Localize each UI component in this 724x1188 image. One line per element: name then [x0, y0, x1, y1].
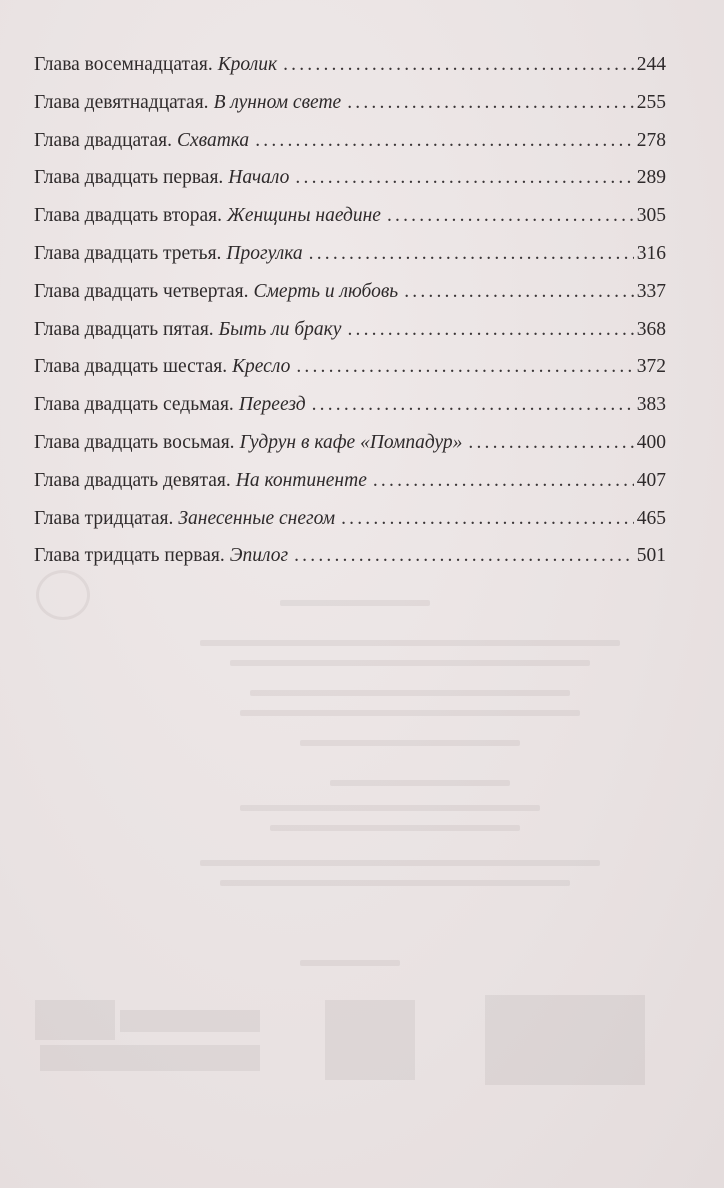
- chapter-title: Прогулка: [226, 242, 303, 264]
- toc-entry: [34, 500, 666, 538]
- dot-leader: [295, 159, 633, 197]
- page-number: 465: [636, 507, 666, 529]
- chapter-label: Глава тридцатая.: [34, 507, 174, 529]
- chapter-title: В лунном свете: [213, 91, 342, 113]
- toc-entry: [34, 273, 666, 311]
- page-number: 368: [636, 318, 666, 340]
- chapter-title: Переезд: [238, 394, 306, 416]
- chapter-title: Женщины наедине: [226, 205, 381, 227]
- dot-leader: [347, 311, 633, 349]
- chapter-label: Глава восемнадцатая.: [34, 54, 213, 75]
- dot-leader: [404, 273, 634, 311]
- toc-entry: [34, 122, 666, 160]
- page-number: 305: [636, 205, 666, 227]
- chapter-label: Глава двадцать вторая.: [34, 205, 222, 227]
- chapter-title: Занесенные снегом: [178, 507, 336, 529]
- toc-entry: [34, 197, 666, 235]
- chapter-title: На континенте: [235, 469, 367, 491]
- dot-leader: [255, 122, 634, 160]
- dot-leader: [387, 197, 634, 235]
- dot-leader: [373, 462, 634, 500]
- chapter-title: Смерть и любовь: [253, 280, 399, 302]
- chapter-title: Эпилог: [229, 545, 289, 567]
- chapter-label: Глава двадцать девятая.: [34, 469, 231, 491]
- page-number: 289: [636, 167, 666, 189]
- chapter-label: Глава двадцать четвертая.: [34, 280, 249, 302]
- dot-leader: [296, 348, 633, 386]
- toc-entry: [34, 46, 666, 84]
- toc-entry: [34, 84, 666, 122]
- chapter-title: Схватка: [176, 129, 250, 151]
- dot-leader: [294, 537, 634, 575]
- chapter-label: Глава тридцать первая.: [34, 545, 225, 567]
- chapter-label: Глава двадцать седьмая.: [34, 394, 234, 416]
- toc-entry: [34, 386, 666, 424]
- dot-leader: [309, 235, 634, 273]
- page-number: 255: [636, 91, 666, 113]
- page-number: 244: [636, 54, 666, 75]
- dot-leader: [341, 500, 634, 538]
- chapter-label: Глава двадцать третья.: [34, 242, 222, 264]
- chapter-label: Глава двадцатая.: [34, 129, 172, 151]
- dot-leader: [312, 386, 634, 424]
- page-number: 407: [636, 469, 666, 491]
- toc-entry: [34, 311, 666, 349]
- page-number: 278: [636, 129, 666, 151]
- toc-entry: [34, 348, 666, 386]
- chapter-label: Глава двадцать первая.: [34, 167, 224, 189]
- toc-entry: [34, 537, 666, 575]
- chapter-title: Начало: [228, 167, 290, 189]
- chapter-title: Кресло: [232, 356, 291, 378]
- page-number: 383: [636, 394, 666, 416]
- chapter-title: Быть ли браку: [218, 318, 342, 340]
- toc-entry: [34, 424, 666, 462]
- toc-entry: [34, 462, 666, 500]
- chapter-label: Глава двадцать шестая.: [34, 356, 228, 378]
- page-number: 400: [636, 431, 666, 453]
- dot-leader: [283, 46, 634, 84]
- page-number: 337: [636, 280, 666, 302]
- chapter-label: Глава двадцать восьмая.: [34, 431, 235, 453]
- toc-entry: [34, 235, 666, 273]
- dot-leader: [468, 424, 633, 462]
- page-number: 501: [636, 545, 666, 567]
- page-number: 316: [636, 242, 666, 264]
- table-of-contents: [34, 46, 666, 575]
- chapter-label: Глава девятнадцатая.: [34, 91, 209, 113]
- chapter-title: Гудрун в кафе «Помпадур»: [239, 431, 463, 453]
- toc-entry: [34, 159, 666, 197]
- page-number: 372: [636, 356, 666, 378]
- chapter-title: Кролик: [217, 54, 278, 75]
- dot-leader: [347, 84, 634, 122]
- chapter-label: Глава двадцать пятая.: [34, 318, 214, 340]
